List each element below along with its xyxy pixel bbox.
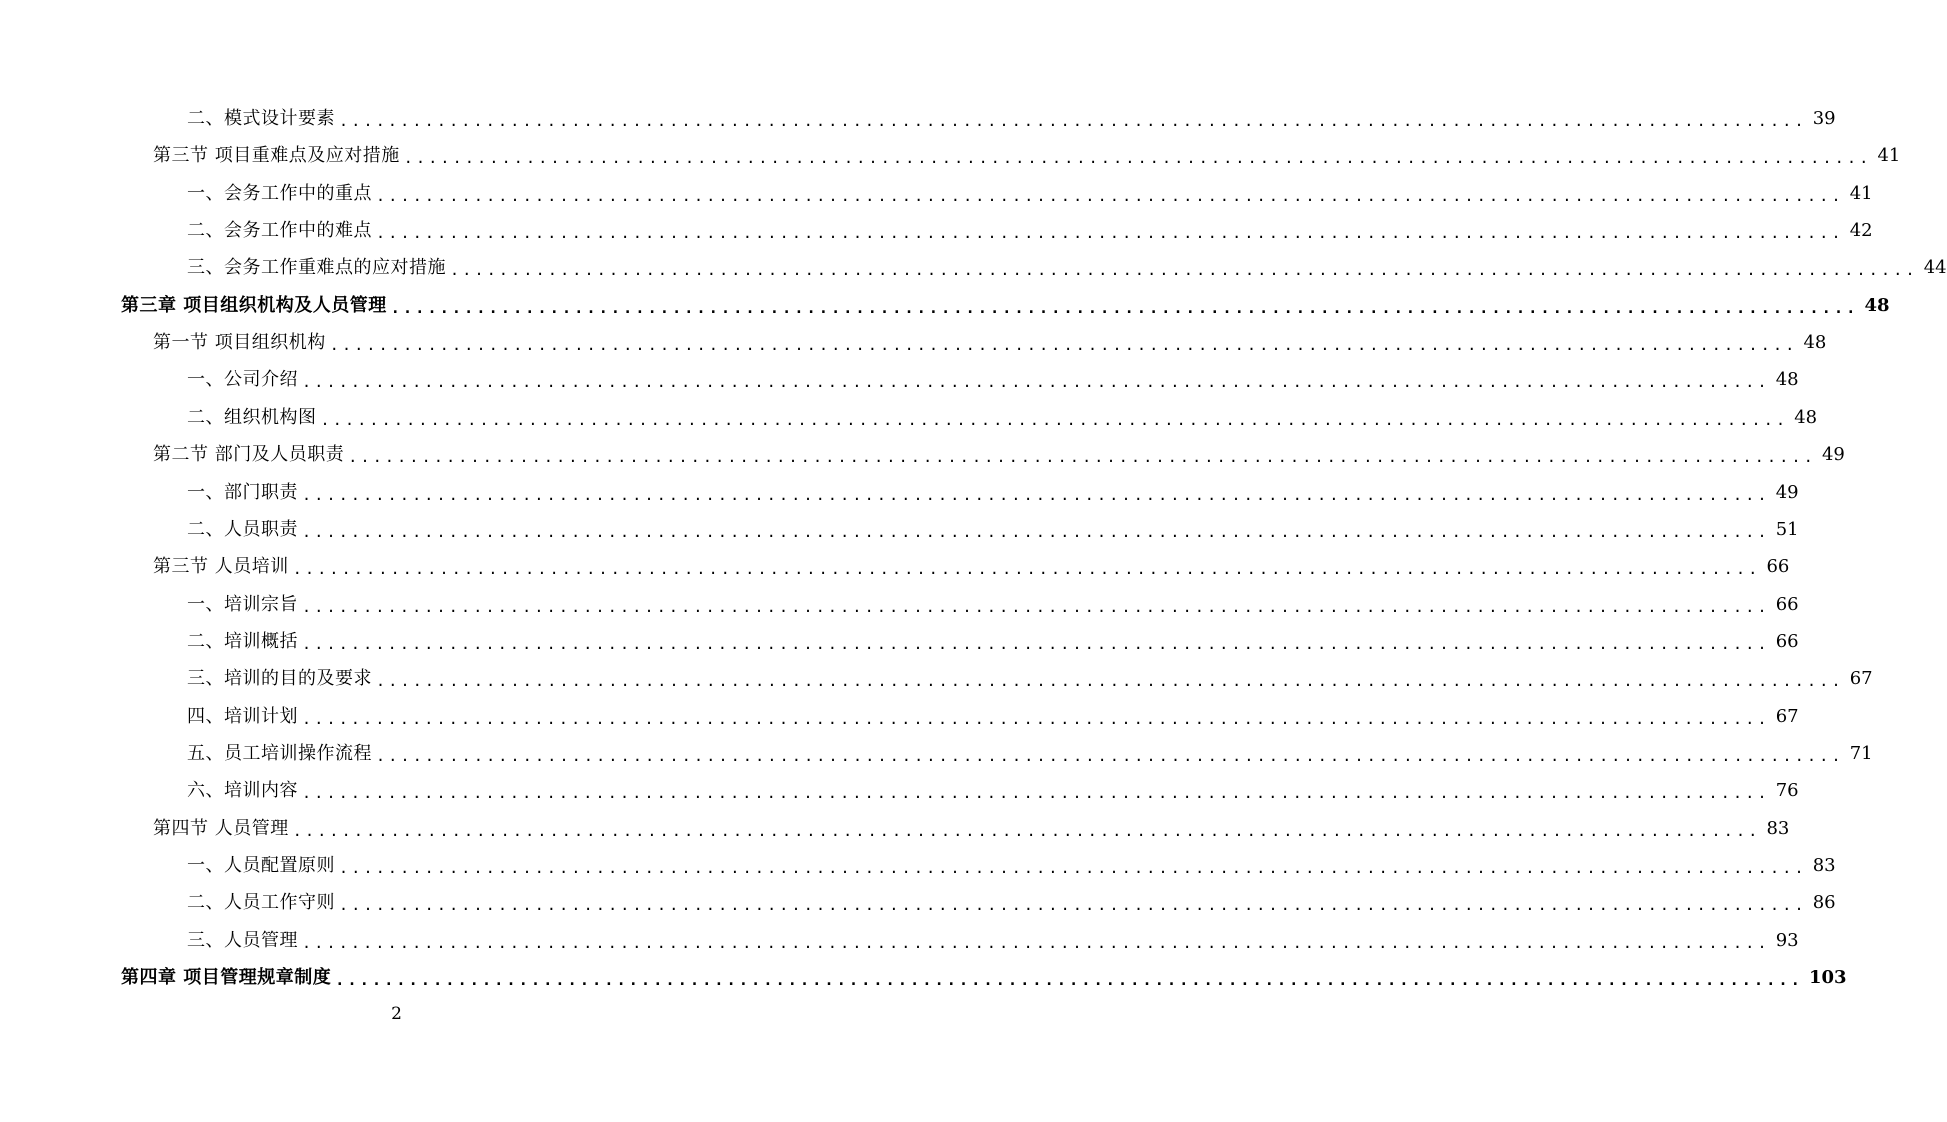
toc-entry-page: 39 bbox=[1812, 108, 1836, 129]
toc-entry[interactable] bbox=[187, 627, 1799, 657]
toc-entry[interactable] bbox=[187, 365, 1799, 395]
toc-dot-leader: ........................................................................................................................ bbox=[403, 149, 1872, 167]
toc-entry-title: 一、会务工作中的重点 bbox=[187, 183, 372, 204]
toc-entry-title: 第三节 人员培训 bbox=[153, 556, 289, 577]
toc-entry-title: 五、员工培训操作流程 bbox=[187, 743, 372, 764]
toc-entry-page: 48 bbox=[1775, 369, 1799, 390]
toc-entry-page: 48 bbox=[1794, 407, 1818, 428]
toc-entry[interactable] bbox=[187, 253, 1947, 283]
toc-entry-page: 42 bbox=[1849, 220, 1873, 241]
toc-entry[interactable] bbox=[187, 776, 1799, 806]
toc-entry[interactable] bbox=[187, 664, 1873, 694]
toc-entry[interactable] bbox=[153, 328, 1827, 358]
toc-entry-title: 第一节 项目组织机构 bbox=[153, 332, 326, 353]
toc-entry-page: 66 bbox=[1766, 556, 1790, 577]
toc-entry-page: 71 bbox=[1849, 743, 1873, 764]
toc-entry-page: 41 bbox=[1849, 183, 1873, 204]
toc-entry-title: 第三节 项目重难点及应对措施 bbox=[153, 145, 400, 166]
toc-entry[interactable] bbox=[187, 851, 1836, 881]
toc-entry-page: 44 bbox=[1923, 257, 1947, 278]
toc-dot-leader: ........................................................................................................................ bbox=[376, 747, 1844, 765]
toc-entry-page: 93 bbox=[1775, 930, 1799, 951]
toc-entry-page: 49 bbox=[1821, 444, 1845, 465]
toc-dot-leader: ........................................................................................................................ bbox=[320, 411, 1789, 429]
toc-entry-page: 49 bbox=[1775, 482, 1799, 503]
toc-entry[interactable] bbox=[187, 926, 1799, 956]
toc-entry-title: 一、部门职责 bbox=[187, 482, 298, 503]
toc-dot-leader: ........................................................................................................................ bbox=[376, 187, 1844, 205]
toc-entry-title: 二、人员工作守则 bbox=[187, 892, 335, 913]
toc-entry-title: 二、模式设计要素 bbox=[187, 108, 335, 129]
toc-entry-title: 第三章 项目组织机构及人员管理 bbox=[121, 295, 387, 316]
toc-dot-leader: ........................................................................................................................ bbox=[292, 822, 1761, 840]
toc-dot-leader: ........................................................................................................................ bbox=[302, 710, 1770, 728]
toc-entry-title: 四、培训计划 bbox=[187, 706, 298, 727]
toc-entry-page: 66 bbox=[1775, 594, 1799, 615]
toc-entry-page: 48 bbox=[1864, 295, 1890, 316]
toc-dot-leader: ........................................................................................................................ bbox=[302, 635, 1770, 653]
toc-dot-leader: ........................................................................................................................ bbox=[339, 859, 1807, 877]
toc-entry-title: 二、人员职责 bbox=[187, 519, 298, 540]
toc-dot-leader: ........................................................................................................................ bbox=[335, 971, 1803, 989]
toc-dot-leader: ........................................................................................................................ bbox=[302, 784, 1770, 802]
toc-dot-leader: ........................................................................................................................ bbox=[339, 112, 1807, 130]
toc-entry-page: 41 bbox=[1877, 145, 1901, 166]
toc-entry[interactable] bbox=[187, 179, 1873, 209]
toc-dot-leader: ........................................................................................................................ bbox=[302, 486, 1770, 504]
toc-entry-title: 二、会务工作中的难点 bbox=[187, 220, 372, 241]
toc-dot-leader: ........................................................................................................................ bbox=[302, 598, 1770, 616]
toc-entry[interactable] bbox=[121, 291, 1890, 321]
toc-entry[interactable] bbox=[153, 552, 1790, 582]
toc-entry-title: 二、培训概括 bbox=[187, 631, 298, 652]
toc-dot-leader: ........................................................................................................................ bbox=[390, 299, 1859, 317]
toc-entry[interactable] bbox=[187, 104, 1836, 134]
toc-entry-title: 三、会务工作重难点的应对措施 bbox=[187, 257, 446, 278]
toc-dot-leader: ........................................................................................................................ bbox=[376, 224, 1844, 242]
toc-dot-leader: ........................................................................................................................ bbox=[302, 523, 1770, 541]
toc-entry-title: 一、人员配置原则 bbox=[187, 855, 335, 876]
toc-entry-page: 66 bbox=[1775, 631, 1799, 652]
toc-entry[interactable] bbox=[187, 739, 1873, 769]
toc-dot-leader: ........................................................................................................................ bbox=[376, 672, 1844, 690]
toc-entry-title: 第四章 项目管理规章制度 bbox=[121, 967, 332, 988]
toc-entry[interactable] bbox=[153, 440, 1845, 470]
toc-entry[interactable] bbox=[187, 590, 1799, 620]
toc-entry-page: 67 bbox=[1775, 706, 1799, 727]
toc-entry[interactable] bbox=[187, 888, 1836, 918]
page-number: 2 bbox=[391, 1004, 402, 1024]
toc-dot-leader: ........................................................................................................................ bbox=[339, 896, 1807, 914]
toc-entry-title: 一、培训宗旨 bbox=[187, 594, 298, 615]
toc-entry-title: 第二节 部门及人员职责 bbox=[153, 444, 345, 465]
toc-entry[interactable] bbox=[187, 515, 1799, 545]
toc-entry[interactable] bbox=[187, 403, 1818, 433]
toc-entry[interactable] bbox=[153, 814, 1790, 844]
toc-dot-leader: ........................................................................................................................ bbox=[292, 560, 1761, 578]
toc-entry-page: 67 bbox=[1849, 668, 1873, 689]
toc-entry-title: 三、培训的目的及要求 bbox=[187, 668, 372, 689]
toc-entry-page: 83 bbox=[1812, 855, 1836, 876]
toc-dot-leader: ........................................................................................................................ bbox=[302, 934, 1770, 952]
toc-entry[interactable] bbox=[187, 478, 1799, 508]
toc-entry-page: 76 bbox=[1775, 780, 1799, 801]
toc-entry-title: 第四节 人员管理 bbox=[153, 818, 289, 839]
toc-dot-leader: ........................................................................................................................ bbox=[302, 373, 1770, 391]
toc-entry[interactable] bbox=[121, 963, 1847, 993]
toc-dot-leader: ........................................................................................................................ bbox=[450, 261, 1918, 279]
toc-entry[interactable] bbox=[187, 216, 1873, 246]
toc-dot-leader: ........................................................................................................................ bbox=[348, 448, 1816, 466]
toc-entry-page: 103 bbox=[1808, 967, 1847, 988]
toc-entry-page: 86 bbox=[1812, 892, 1836, 913]
toc-entry[interactable] bbox=[153, 141, 1901, 171]
toc-entry-title: 一、公司介绍 bbox=[187, 369, 298, 390]
toc-entry-page: 48 bbox=[1803, 332, 1827, 353]
toc-entry-title: 六、培训内容 bbox=[187, 780, 298, 801]
toc-dot-leader: ........................................................................................................................ bbox=[329, 336, 1798, 354]
toc-entry-title: 三、人员管理 bbox=[187, 930, 298, 951]
toc-entry-page: 83 bbox=[1766, 818, 1790, 839]
toc-entry-title: 二、组织机构图 bbox=[187, 407, 317, 428]
toc-entry[interactable] bbox=[187, 702, 1799, 732]
toc-entry-page: 51 bbox=[1775, 519, 1799, 540]
